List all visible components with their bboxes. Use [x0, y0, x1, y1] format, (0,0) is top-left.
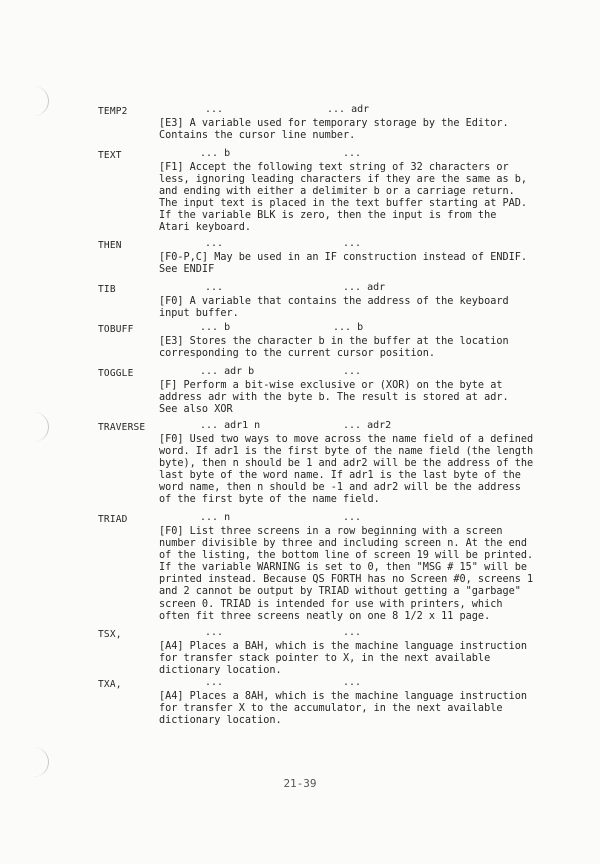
description-line: See ENDIF — [159, 264, 215, 276]
stack-after: ... — [343, 627, 362, 638]
description-line: [E3] A variable used for temporary storage by the Editor. — [159, 118, 509, 129]
stack-before: ... b — [200, 322, 231, 333]
description-line: [E3] Stores the character b in the buffer at the location — [159, 336, 509, 347]
description-line: Atari keyboard. — [159, 222, 252, 234]
stack-before: ... n — [200, 512, 231, 523]
entry-word: TOBUFF — [98, 324, 134, 335]
entry-word: TIB — [98, 284, 116, 295]
binder-hole-mark — [18, 747, 49, 777]
entry-word: TOGGLE — [98, 368, 134, 379]
stack-after: ... — [343, 366, 362, 377]
entry-description — [159, 162, 537, 235]
stack-before: ... — [205, 238, 224, 249]
stack-before: ... b — [200, 148, 231, 159]
stack-before: ... — [205, 677, 224, 688]
stack-after: ... — [343, 512, 362, 523]
description-line: [F0] Used two ways to move across the name field of a defined — [159, 434, 534, 445]
description-line: If the variable WARNING is set to 0, then "MSG # 15" will be — [159, 562, 528, 574]
description-line: input buffer. — [159, 308, 239, 320]
description-line: [F] Perform a bit-wise exclusive or (XOR) on the byte at — [159, 380, 503, 391]
description-line: byte), then n should be 1 and adr2 will be the address of the — [159, 458, 534, 470]
entry-word: TXA, — [98, 679, 122, 690]
description-line: [F0-P,C] May be used in an IF construction instead of ENDIF. — [159, 252, 528, 263]
description-line: and 2 cannot be output by TRIAD without getting a "garbage" — [159, 586, 521, 598]
description-line: [F0] A variable that contains the address of the keyboard — [159, 296, 509, 307]
description-line: printed instead. Because QS FORTH has no Screen #0, screens 1 — [159, 574, 534, 586]
stack-after: ... — [343, 148, 362, 159]
description-line: dictionary location. — [159, 665, 282, 677]
description-line: for transfer X to the accumulator, in the next available — [159, 703, 503, 715]
stack-after: ... — [343, 677, 362, 688]
description-line: See also XOR — [159, 404, 233, 416]
description-line: [A4] Places a 8AH, which is the machine language instruction — [159, 691, 528, 702]
description-line: less, ignoring leading characters if they are the same as b, — [159, 174, 528, 186]
stack-after: ... — [343, 238, 362, 249]
description-line: often fit three screens neatly on one 8 1/2 x 11 page. — [159, 610, 491, 622]
description-line: last byte of the word name. If adr1 is the last byte of the — [159, 470, 521, 482]
description-line: address adr with the byte b. The result is stored at adr. — [159, 392, 509, 404]
entry-word: THEN — [98, 240, 122, 251]
description-line: Contains the cursor line number. — [159, 130, 356, 142]
description-line: [F1] Accept the following text string of 32 characters or — [159, 162, 509, 173]
binder-hole-mark — [18, 412, 49, 442]
binder-hole-mark — [18, 86, 49, 116]
entry-word: TRIAD — [98, 514, 128, 525]
entry-word: TEMP2 — [98, 106, 128, 117]
description-line: number divisible by three and including screen n. At the end — [159, 538, 528, 550]
description-line: If the variable BLK is zero, then the input is from the — [159, 210, 497, 222]
stack-after: ... adr — [327, 104, 370, 115]
stack-before: ... — [205, 282, 224, 293]
stack-before: ... — [205, 104, 224, 115]
description-line: word. If adr1 is the first byte of the name field (the length — [159, 446, 534, 458]
description-line: of the first byte of the name field. — [159, 494, 380, 506]
entry-description — [159, 380, 537, 416]
description-line: screen 0. TRIAD is intended for use with printers, which — [159, 598, 503, 610]
description-line: The input text is placed in the text buffer starting at PAD. — [159, 198, 528, 210]
description-line: word name, then n should be -1 and adr2 will be the address — [159, 482, 521, 494]
entry-description — [159, 641, 537, 677]
page-number: 21-39 — [283, 777, 317, 790]
stack-before: ... adr1 n — [200, 420, 261, 431]
stack-after: ... adr — [343, 282, 386, 293]
stack-after: ... adr2 — [343, 420, 392, 431]
entry-description — [159, 296, 537, 320]
entry-word: TSX, — [98, 629, 122, 640]
description-line: corresponding to the current cursor position. — [159, 348, 436, 360]
entry-description — [159, 434, 537, 507]
stack-after: ... b — [333, 322, 364, 333]
stack-before: ... — [205, 627, 224, 638]
description-line: [F0] List three screens in a row beginning with a screen — [159, 526, 503, 537]
entry-description — [159, 118, 537, 142]
description-line: of the listing, the bottom line of screen 19 will be printed. — [159, 550, 534, 562]
entry-description — [159, 252, 537, 276]
description-line: and ending with either a delimiter b or a carriage return. — [159, 186, 515, 198]
entry-description — [159, 336, 537, 360]
description-line: [A4] Places a BAH, which is the machine language instruction — [159, 641, 528, 652]
entry-description — [159, 691, 537, 727]
stack-before: ... adr b — [200, 366, 255, 377]
description-line: for transfer stack pointer to X, in the next available — [159, 653, 491, 665]
entry-word: TEXT — [98, 150, 122, 161]
description-line: dictionary location. — [159, 715, 282, 727]
entry-description — [159, 526, 537, 623]
entry-word: TRAVERSE — [98, 422, 146, 433]
